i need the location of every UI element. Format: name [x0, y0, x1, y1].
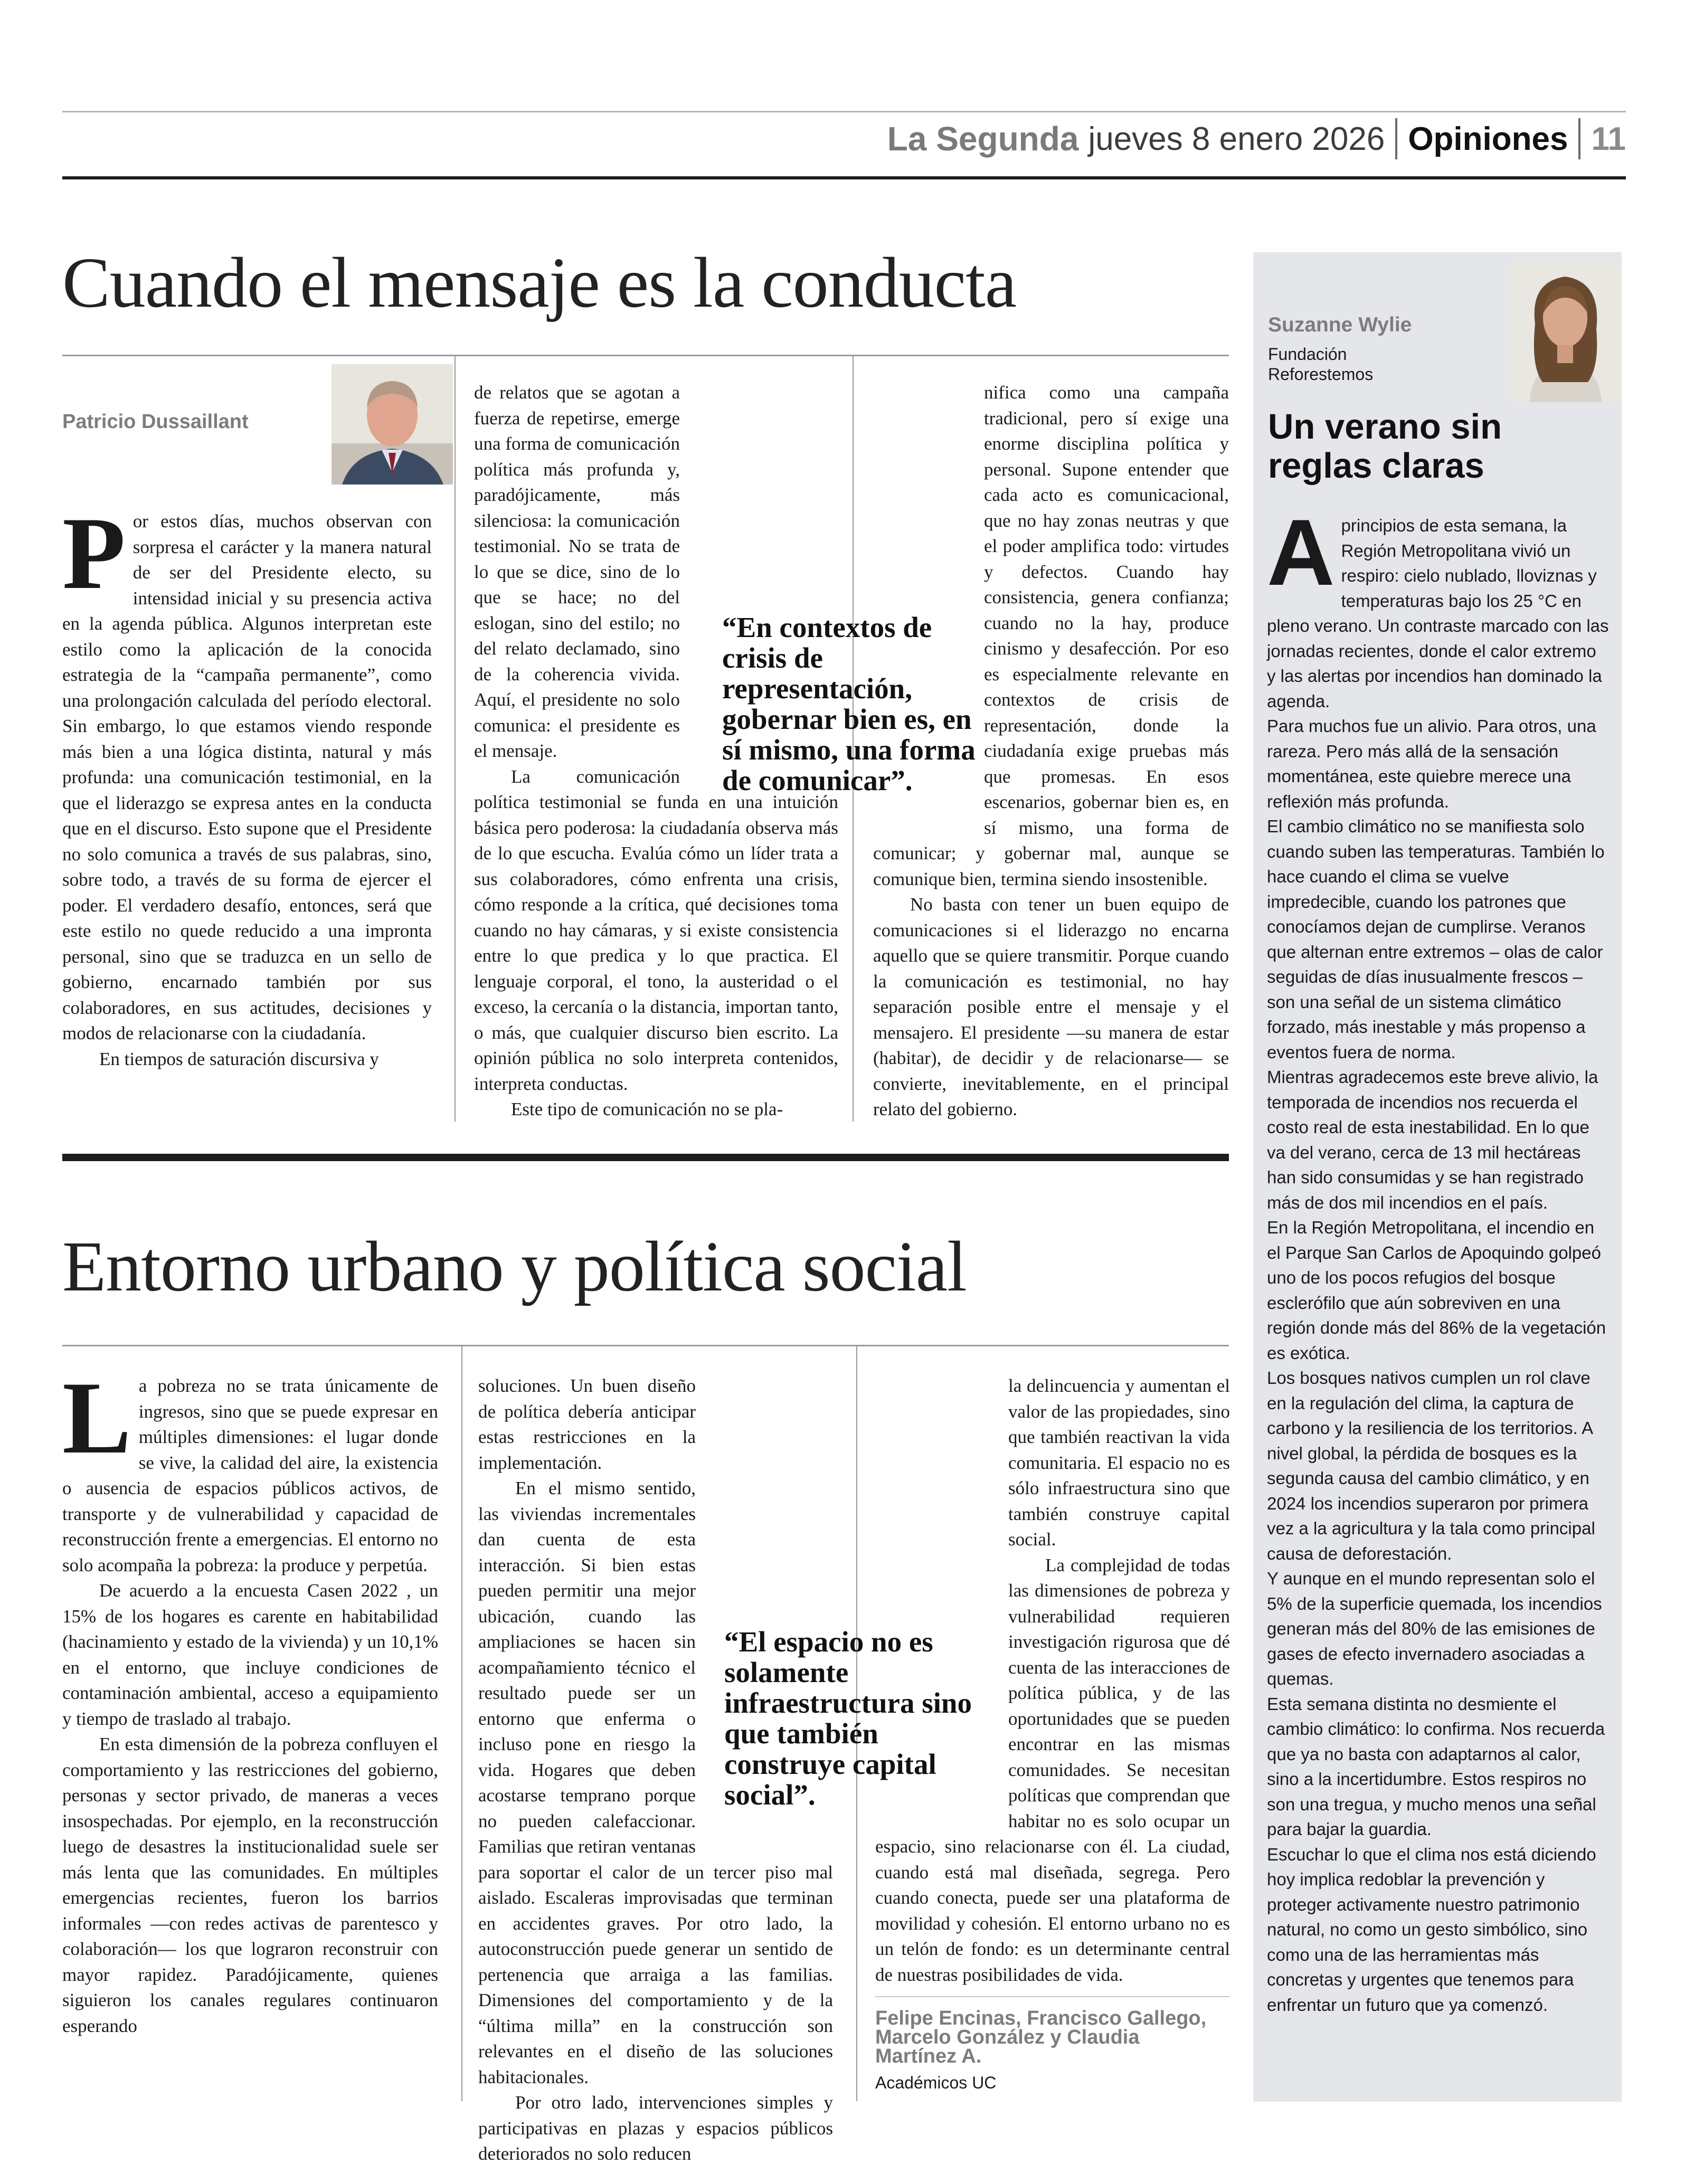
column-divider: [455, 356, 456, 1122]
article1-drop-cap: P: [62, 496, 126, 611]
sidebar-organization: Fundación Reforestemos: [1268, 345, 1374, 384]
sidebar-drop-cap: A: [1267, 500, 1335, 605]
paragraph: nifica como una campaña tradicional, pero sí exige una enorme disciplina política y personal. Supone entender que cada acto es comunicacional, que no hay zonas neutras y que el poder amplifica todo: virtudes y defectos. Cuando hay consistencia, genera confianza; cuando no la hay, produce cinismo y desafección. Por eso es especialmente relevante en contextos de crisis de representación, donde la ciudadanía exige pruebas más que promesas. En esos escenarios, gobernar bien es, en sí mismo, una forma de comunicar; y gobernar mal, aunque se comunique bien, termina siendo insostenible.: [873, 382, 1229, 889]
paragraph: Escuchar lo que el clima nos está diciendo hoy implica redoblar la prevención y proteger activamente nuestro patrimonio natural, no como un gesto simbólico, sino como una de las herramientas más concretas y urgentes que tenemos para enfrentar un futuro que ya comenzó.: [1267, 1844, 1596, 2015]
paragraph: En tiempos de saturación discursiva y: [99, 1048, 379, 1069]
sidebar-author: Suzanne Wylie: [1268, 314, 1412, 336]
sidebar-body: [1267, 500, 1609, 2017]
column-divider: [461, 1346, 462, 2101]
paragraph: Esta semana distinta no desmiente el cambio climático: lo confirma. Nos recuerda que ya no basta con adaptarnos al calor, sino a la incertidumbre. Estos respiros no son una tregua, y mucho menos una señal para bajar la guardia.: [1267, 1694, 1605, 1839]
article2-authors: Felipe Encinas, Francisco Gallego, Marcelo González y Claudia Martínez A.: [875, 2007, 1207, 2067]
article1-headline: Cuando el mensaje es la conducta: [62, 243, 1017, 322]
sidebar-author-photo: [1509, 261, 1622, 402]
paragraph: En el mismo sentido, las viviendas incrementales dan cuenta de esta interacción. Si bien estas pueden permitir una mejor ubicación, cuando las ampliaciones se hacen sin acompañamiento técnico el resultado puede ser un entorno que enferma o incluso pone en riesgo la vida. Hogares que deben acostarse temprano porque no pueden calefaccionar. Familias que retiran ventanas para soportar el calor de un tercer piso mal aislado. Escaleras improvisadas que terminan en accidentes graves. Por otro lado, la autoconstrucción puede generar un sentido de pertenencia que arraiga a las familias. Dimensiones del comportamiento y de la “última milla” en la construcción son relevantes en el diseño de las soluciones habitacionales.: [478, 1478, 833, 2087]
paragraph: Mientras agradecemos este breve alivio, la temporada de incendios nos recuerda el costo real de esta inestabilidad. En lo que va del verano, cerca de 13 mil hectáreas han sido consumidas y se han registrado más de dos mil incendios en el país.: [1267, 1067, 1598, 1212]
header-rule: [62, 176, 1626, 179]
top-thin-rule: [62, 111, 1626, 112]
paragraph: Los bosques nativos cumplen un rol clave en la regulación del clima, la captura de carbono y la resiliencia de los territorios. A nivel global, la pérdida de bosques es la segunda causa del cambio climático, y en 2024 los incendios superaron por primera vez a la agricultura y la tala como principal causa de deforestación.: [1267, 1368, 1595, 1563]
article1-column-1: [62, 496, 432, 1072]
issue-date: jueves 8 enero 2026: [1088, 120, 1385, 157]
paragraph: Para muchos fue un alivio. Para otros, una rareza. Pero más allá de la sensación momentánea, este quiebre merece una reflexión más profunda.: [1267, 716, 1596, 811]
article1-rule: [62, 355, 1229, 356]
paragraph: La complejidad de todas las dimensiones de pobreza y vulnerabilidad requieren investigación rigurosa que dé cuenta de las interacciones de política pública, y de las oportunidades que se pueden encontrar en las mismas comunidades. Se necesitan políticas que comprendan que habitar no es solo ocupar un espacio, sino relacionarse con él. La ciudad, cuando está mal diseñada, segrega. Pero cuando conecta, puede ser una plataforma de movilidad y cohesión. El entorno urbano no es un telón de fondo: es un determinante central de nuestras posibilidades de vida.: [875, 1554, 1230, 1985]
sidebar-headline: Un verano sin reglas claras: [1268, 407, 1502, 486]
paragraph: a pobreza no se trata únicamente de ingresos, sino que se puede expresar en múltiples dimensiones: el lugar donde se vive, la calidad del aire, la existencia o ausencia de espacios públicos activos, de transporte y de vulnerabilidad y capacidad de reconstrucción frente a emergencias. El entorno no solo acompaña la pobreza: la produce y perpetúa.: [62, 1375, 438, 1575]
article1-author-photo: [332, 364, 453, 485]
paragraph: Este tipo de comunicación no se pla-: [511, 1099, 783, 1119]
header-divider: [1578, 118, 1580, 159]
paragraph: principios de esta semana, la Región Metropolitana vivió un respiro: cielo nublado, lloviznas y temperaturas bajo los 25 °C en pleno verano. Un contraste marcado con las jornadas recientes, donde el calor extremo y las alertas por incendios han dominado la agenda.: [1267, 516, 1609, 711]
paragraph: de relatos que se agotan a fuerza de repetirse, emerge una forma de comunicación política más profunda y, paradójicamente, más silenciosa: la comunicación testimonial. No se trata de lo que se dice, sino de lo que se hace; no del eslogan, sino del estilo; no del relato declamado, sino de la coherencia vivida. Aquí, el presidente no solo comunica: el presidente es el mensaje.: [474, 382, 680, 761]
paragraph: Por otro lado, intervenciones simples y participativas en plazas y espacios públicos deteriorados no solo reducen: [478, 2092, 833, 2164]
page-header: [62, 115, 1626, 163]
paragraph: soluciones. Un buen diseño de política debería anticipar estas restricciones en la implementación.: [478, 1375, 696, 1473]
article-separator-rule: [62, 1154, 1229, 1161]
paragraph: De acuerdo a la encuesta Casen 2022 , un 15% de los hogares es carente en habitabilidad (hacinamiento y estado de la vivienda) y un 10,1% en el entorno, que incluye condiciones de contaminación ambiental, acceso a equipamiento y tiempo de traslado al trabajo.: [62, 1580, 438, 1729]
paragraph: El cambio climático no se manifiesta solo cuando suben las temperaturas. También lo hace cuando el clima se vuelve impredecible, cuando los patrones que conocíamos dejan de cumplirse. Veranos que alternan entre extremos – olas de calor seguidas de días inusualmente frescos – son una señal de un sistema climático forzado, más inestable y más propenso a eventos fuera de norma.: [1267, 816, 1605, 1062]
section-name: Opiniones: [1408, 120, 1568, 157]
paragraph: La comunicación política testimonial se funda en una intuición básica pero poderosa: la ciudadanía observa más de lo que escucha. Evalúa cómo un líder trata a sus colaboradores, cómo enfrenta una crisis, cómo responde a la crítica, qué decisiones toma cuando no hay cámaras, y si existe consistencia entre lo que predica y lo que practica. El lenguaje corporal, el tono, la austeridad o el exceso, la cercanía o la distancia, importan tanto, o más, que cualquier discurso bien escrito. La opinión pública no solo interpreta contenidos, interpreta conductas.: [474, 766, 838, 1094]
article2-column-1: [62, 1361, 438, 2039]
header-divider: [1395, 118, 1397, 159]
article2-affiliation: Académicos UC: [875, 2073, 997, 2092]
article2-drop-cap: L: [62, 1361, 131, 1475]
article1-author: Patricio Dussaillant: [62, 411, 249, 433]
paragraph: En esta dimensión de la pobreza confluyen el comportamiento y las restricciones del gobierno, personas y sector privado, de maneras a veces insospechadas. Por ejemplo, en la reconstrucción luego de desastres la institucionalidad suele ser más lenta que las comunidades. En múltiples emergencias recientes, fueron los barrios informales —con redes activas de parentesco y colaboración— los que lograron reconstruir con mayor rapidez. Paradójicamente, quienes siguieron los canales regulares continuaron esperando: [62, 1734, 438, 2036]
article1-pull-quote: “En contextos de crisis de representación, gobernar bien es, en sí mismo, una forma de comunicar”.: [722, 611, 976, 796]
article2-headline: Entorno urbano y política social: [62, 1227, 967, 1306]
paragraph: En la Región Metropolitana, el incendio en el Parque San Carlos de Apoquindo golpeó uno de los pocos refugios del bosque esclerófilo que aún sobreviven en una región donde más del 86% de la vegetación es exótica.: [1267, 1218, 1606, 1363]
paragraph: Y aunque en el mundo representan solo el 5% de la superficie quemada, los incendios generan más del 80% de las emisiones de gases de efecto invernadero asociadas a quemas.: [1267, 1569, 1602, 1688]
paragraph: la delincuencia y aumentan el valor de las propiedades, sino que también reactivan la vida comunitaria. El espacio no es sólo infraestructura sino que también construye capital social.: [1008, 1375, 1230, 1550]
page-number: 11: [1591, 120, 1626, 157]
paragraph: No basta con tener un buen equipo de comunicaciones si el liderazgo no encarna aquello que se quiere transmitir. Porque cuando la comunicación es testimonial, no hay separación posible entre el mensaje y el mensajero. El presidente —su manera de estar (habitar), de decidir y de relacionarse— se convierte, inevitablemente, en el principal relato del gobierno.: [873, 894, 1229, 1119]
byline-rule: [875, 1996, 1230, 1997]
article2-rule: [62, 1345, 1229, 1346]
article2-pull-quote: “El espacio no es solamente infraestructura sino que también construye capital social”.: [724, 1626, 972, 1811]
paragraph: or estos días, muchos observan con sorpresa el carácter y la manera natural de ser del Presidente electo, su intensidad inicial y su presencia activa en la agenda pública. Algunos interpretan este estilo como la aplicación de la conocida estrategia de la “campaña permanente”, como una prolongación calculada del período electoral. Sin embargo, lo que estamos viendo responde más bien a una lógica distinta, natural y más profunda: una comunicación testimonial, en la que el liderazgo se expresa antes en la conducta que en el discurso. Esto supone que el Presidente no solo comunica a través de sus palabras, sino, sobre todo, a través de su forma de ejercer el poder. El verdadero desafío, entonces, será que este estilo no quede reducido a una impronta personal, sino que se traduzca en un sello de gobierno, encarnado también por sus colaboradores, en sus actitudes, decisiones y modos de relacionarse con la ciudadanía.: [62, 511, 432, 1043]
publication-name: La Segunda: [887, 120, 1079, 158]
